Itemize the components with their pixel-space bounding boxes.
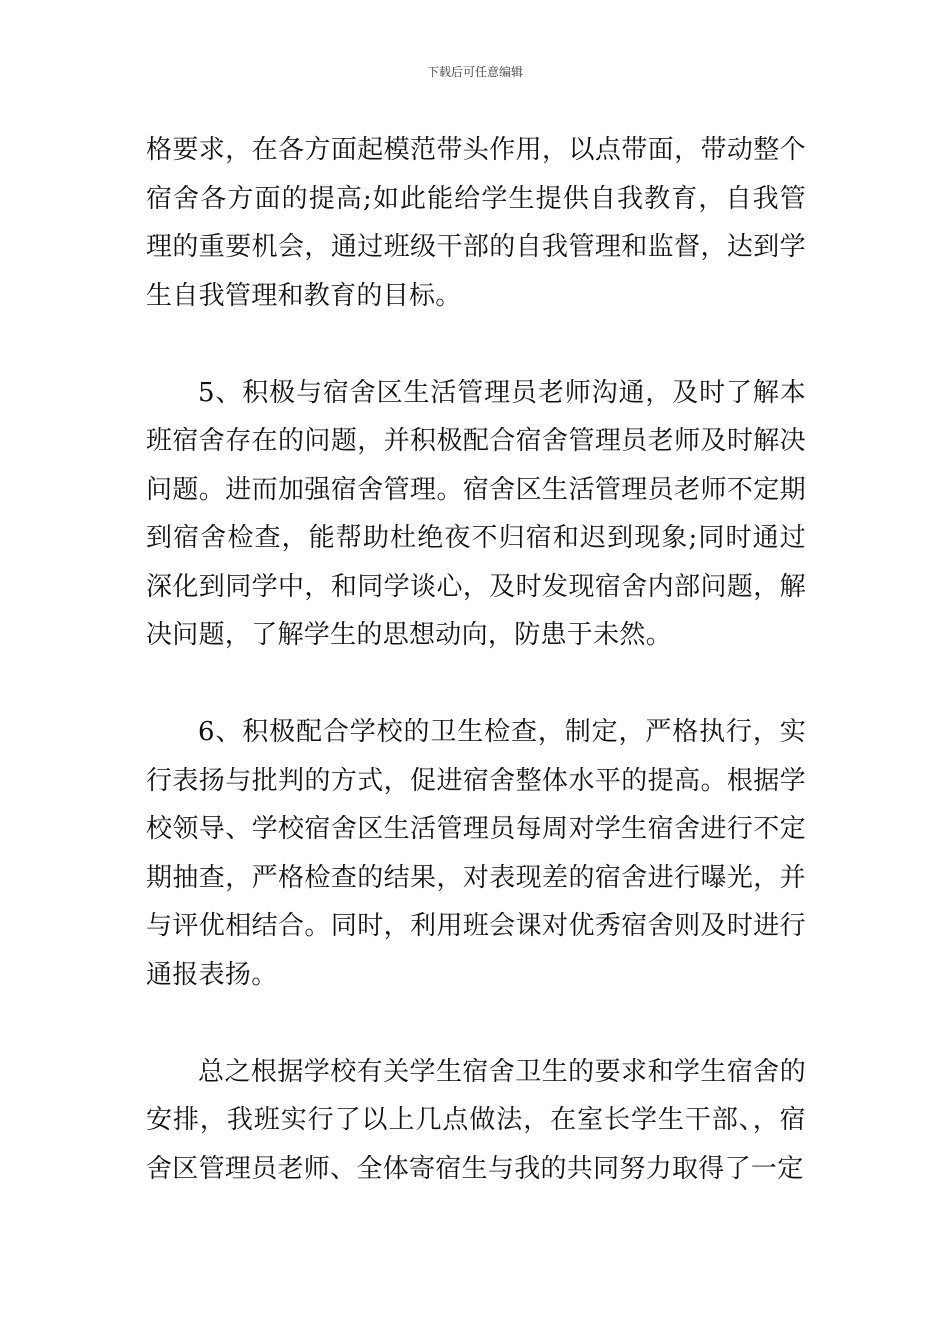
paragraph-gap <box>146 660 806 709</box>
paragraph-item-6: 6、积极配合学校的卫生检查，制定，严格执行，实行表扬与批判的方式，促进宿舍整体水平的提高。根据学校领导、学校宿舍区生活管理员每周对学生宿舍进行不定期抽查，严格检查的结果，对表现差的宿舍进行曝光，并与评优相结合。同时，利用班会课对优秀宿舍则及时进行通报表扬。 <box>146 717 806 990</box>
page-header: 下载后可任意编辑 <box>426 65 523 79</box>
paragraph-gap <box>146 320 806 369</box>
paragraph-gap <box>146 999 806 1048</box>
paragraph-summary: 总之根据学校有关学生宿舍卫生的要求和学生宿舍的安排，我班实行了以上几点做法，在室长学生干部、，宿舍区管理员老师、全体寄宿生与我的共同努力取得了一定 <box>146 1056 806 1184</box>
document-body <box>146 126 806 1193</box>
paragraph-item-5: 5、积极与宿舍区生活管理员老师沟通，及时了解本班宿舍存在的问题，并积极配合宿舍管理员老师及时解决问题。进而加强宿舍管理。宿舍区生活管理员老师不定期到宿舍检查，能帮助杜绝夜不归宿和迟到现象;同时通过深化到同学中，和同学谈心，及时发现宿舍内部问题，解决问题，了解学生的思想动向，防患于未然。 <box>146 377 806 650</box>
paragraph-continuation: 格要求，在各方面起模范带头作用，以点带面，带动整个宿舍各方面的提高;如此能给学生提供自我教育，自我管理的重要机会，通过班级干部的自我管理和监督，达到学生自我管理和教育的目标。 <box>146 135 806 311</box>
